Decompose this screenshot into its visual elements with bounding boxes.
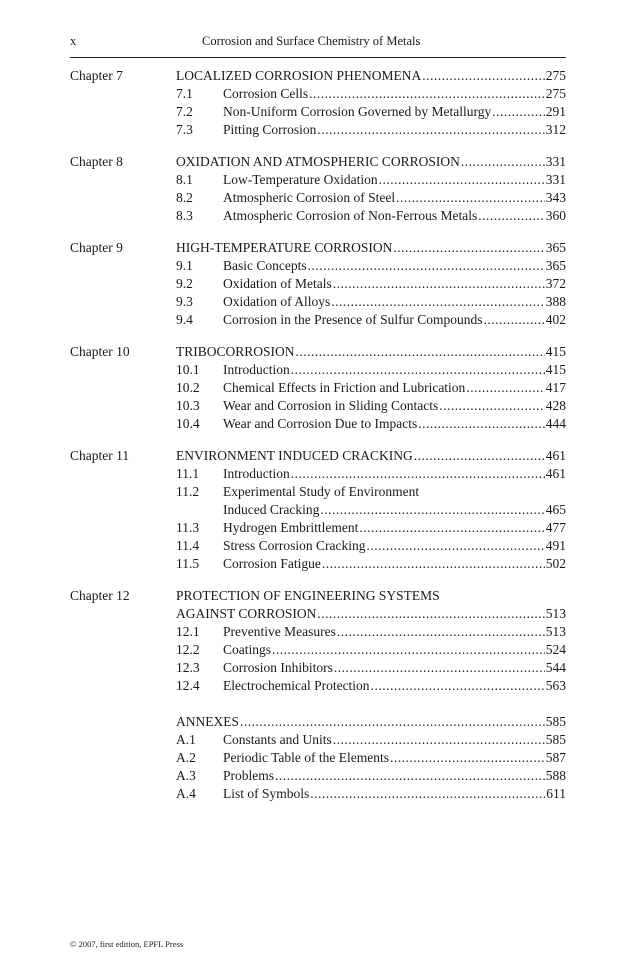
- dot-leader: [317, 121, 544, 139]
- section-number: A.3: [176, 768, 196, 783]
- section-title: Oxidation of Alloys: [223, 294, 331, 309]
- toc-entry: [70, 731, 566, 749]
- toc-entry: [70, 239, 566, 257]
- section-title: Preventive Measures: [223, 624, 336, 639]
- chapter-block: [70, 153, 566, 225]
- section-title: Non-Uniform Corrosion Governed by Metallurgy: [223, 104, 492, 119]
- dot-leader: [240, 713, 545, 731]
- dot-leader: [322, 555, 545, 573]
- section-title: Corrosion Fatigue: [223, 556, 321, 571]
- section-number: 12.2: [176, 642, 200, 657]
- section-number: 11.1: [176, 466, 200, 481]
- dot-leader: [320, 501, 544, 519]
- section-title: Oxidation of Metals: [223, 276, 332, 291]
- toc-entry: [70, 293, 566, 311]
- toc-entry: [70, 379, 566, 397]
- section-title: Introduction: [223, 466, 290, 481]
- page-ref: 415: [545, 362, 566, 377]
- toc-entry: [70, 785, 566, 803]
- page-ref: 402: [545, 312, 566, 327]
- section-title: Stress Corrosion Cracking: [223, 538, 366, 553]
- toc-entry: [70, 519, 566, 537]
- section-title: Chemical Effects in Friction and Lubrication: [223, 380, 466, 395]
- chapter-block: [70, 447, 566, 573]
- page-ref: 275: [545, 86, 566, 101]
- page-ref: 312: [545, 122, 566, 137]
- page-ref: 331: [545, 172, 566, 187]
- dot-leader: [466, 379, 544, 397]
- dot-leader: [396, 189, 545, 207]
- page-ref: 513: [545, 606, 566, 621]
- chapter-title: PROTECTION OF ENGINEERING SYSTEMS: [176, 588, 440, 603]
- chapter-label: Chapter 7: [70, 68, 123, 83]
- chapter-title: ENVIRONMENT INDUCED CRACKING: [176, 448, 413, 463]
- section-number: 12.3: [176, 660, 200, 675]
- section-number: 11.3: [176, 520, 200, 535]
- page-ref: 461: [545, 466, 566, 481]
- page-ref: 502: [545, 556, 566, 571]
- section-number: A.1: [176, 732, 196, 747]
- section-number: 9.1: [176, 258, 193, 273]
- page-ref: 275: [545, 68, 566, 83]
- dot-leader: [492, 103, 545, 121]
- annexes-block: [70, 713, 566, 803]
- chapter-label: Chapter 8: [70, 154, 123, 169]
- page-ref: 331: [545, 154, 566, 169]
- toc-entry: [70, 311, 566, 329]
- section-title: Corrosion Inhibitors: [223, 660, 333, 675]
- section-title: Atmospheric Corrosion of Non-Ferrous Metals: [223, 208, 478, 223]
- page-ref: 587: [545, 750, 566, 765]
- dot-leader: [461, 153, 545, 171]
- chapter-title: AGAINST CORROSION: [176, 606, 317, 621]
- dot-leader: [310, 785, 545, 803]
- chapter-block: [70, 587, 566, 695]
- page-ref: 461: [545, 448, 566, 463]
- page-ref: 365: [545, 240, 566, 255]
- section-title: Coatings: [223, 642, 272, 657]
- toc-entry: [70, 153, 566, 171]
- section-title: Low-Temperature Oxidation: [223, 172, 378, 187]
- section-number: 11.2: [176, 484, 200, 499]
- toc-entry: [70, 537, 566, 555]
- chapter-title: HIGH-TEMPERATURE CORROSION: [176, 240, 393, 255]
- section-title: Introduction: [223, 362, 290, 377]
- toc-entry: [70, 121, 566, 139]
- header-rule: [70, 57, 566, 58]
- running-header: [70, 34, 566, 52]
- dot-leader: [333, 731, 545, 749]
- toc-entry: [70, 397, 566, 415]
- section-title: Electrochemical Protection: [223, 678, 370, 693]
- toc-entry: [70, 605, 566, 623]
- page-ref: 428: [545, 398, 566, 413]
- section-number: 7.3: [176, 122, 193, 137]
- page-ref: 513: [545, 624, 566, 639]
- toc-entry: [70, 623, 566, 641]
- dot-leader: [291, 361, 545, 379]
- toc-entry: [70, 67, 566, 85]
- toc-entry: [70, 275, 566, 293]
- copyright-footer: © 2007, first edition, EPFL Press: [70, 939, 184, 949]
- toc-entry: [70, 713, 566, 731]
- toc-entry: [70, 483, 566, 501]
- section-number: 10.4: [176, 416, 200, 431]
- page-ref: 291: [545, 104, 566, 119]
- dot-leader: [291, 465, 545, 483]
- section-title: Corrosion in the Presence of Sulfur Compounds: [223, 312, 483, 327]
- section-number: 7.2: [176, 104, 193, 119]
- dot-leader: [308, 257, 545, 275]
- page-ref: 588: [545, 768, 566, 783]
- section-number: 9.4: [176, 312, 193, 327]
- dot-leader: [333, 275, 545, 293]
- section-title: Problems: [223, 768, 275, 783]
- dot-leader: [309, 85, 545, 103]
- page-ref: 417: [545, 380, 566, 395]
- page-ref: 444: [545, 416, 566, 431]
- page-ref: 388: [545, 294, 566, 309]
- page-ref: 524: [545, 642, 566, 657]
- page-ref: 360: [545, 208, 566, 223]
- page-ref: 465: [545, 502, 566, 517]
- page-ref: 477: [545, 520, 566, 535]
- toc-entry: [70, 343, 566, 361]
- chapter-title: TRIBOCORROSION: [176, 344, 295, 359]
- dot-leader: [331, 293, 545, 311]
- table-of-contents: [70, 67, 566, 817]
- section-number: 9.3: [176, 294, 193, 309]
- section-title: Hydrogen Embrittlement: [223, 520, 359, 535]
- section-number: 8.1: [176, 172, 193, 187]
- toc-entry: [70, 677, 566, 695]
- section-number: 7.1: [176, 86, 193, 101]
- dot-leader: [371, 677, 545, 695]
- page-ref: 365: [545, 258, 566, 273]
- page-ref: 491: [545, 538, 566, 553]
- section-number: 8.3: [176, 208, 193, 223]
- toc-entry: [70, 415, 566, 433]
- toc-entry: [70, 465, 566, 483]
- section-number: A.4: [176, 786, 196, 801]
- dot-leader: [359, 519, 544, 537]
- dot-leader: [379, 171, 545, 189]
- dot-leader: [422, 67, 545, 85]
- toc-entry: [70, 257, 566, 275]
- section-number: 11.4: [176, 538, 200, 553]
- running-title: Corrosion and Surface Chemistry of Metals: [202, 34, 421, 48]
- toc-entry: [70, 555, 566, 573]
- page-ref: 585: [545, 732, 566, 747]
- dot-leader: [272, 641, 545, 659]
- toc-entry: [70, 171, 566, 189]
- page-ref: 372: [545, 276, 566, 291]
- section-title: Experimental Study of Environment: [223, 484, 420, 499]
- chapter-title: LOCALIZED CORROSION PHENOMENA: [176, 68, 422, 83]
- toc-entry: [70, 659, 566, 677]
- chapter-block: [70, 67, 566, 139]
- dot-leader: [275, 767, 545, 785]
- section-number: 10.1: [176, 362, 200, 377]
- toc-entry: [70, 361, 566, 379]
- dot-leader: [317, 605, 544, 623]
- dot-leader: [390, 749, 545, 767]
- section-title: Wear and Corrosion Due to Impacts: [223, 416, 418, 431]
- chapter-label: Chapter 9: [70, 240, 123, 255]
- page-ref: 415: [545, 344, 566, 359]
- toc-entry: [70, 501, 566, 519]
- section-number: 9.2: [176, 276, 193, 291]
- dot-leader: [483, 311, 544, 329]
- chapter-label: Chapter 10: [70, 344, 130, 359]
- section-title: Wear and Corrosion in Sliding Contacts: [223, 398, 439, 413]
- dot-leader: [337, 623, 545, 641]
- toc-entry: [70, 447, 566, 465]
- dot-leader: [296, 343, 545, 361]
- section-number: 10.2: [176, 380, 200, 395]
- section-number: 10.3: [176, 398, 200, 413]
- chapter-block: [70, 343, 566, 433]
- chapter-label: Chapter 11: [70, 448, 130, 463]
- section-title: List of Symbols: [223, 786, 310, 801]
- section-title: Periodic Table of the Elements: [223, 750, 390, 765]
- toc-entry: [70, 189, 566, 207]
- section-title: Constants and Units: [223, 732, 332, 747]
- toc-entry: [70, 587, 566, 605]
- page-ref: 611: [546, 786, 566, 801]
- dot-leader: [418, 415, 545, 433]
- toc-entry: [70, 767, 566, 785]
- section-title: Pitting Corrosion: [223, 122, 317, 137]
- chapter-title: ANNEXES: [176, 714, 239, 729]
- section-title: Basic Concepts: [223, 258, 307, 273]
- section-number: A.2: [176, 750, 196, 765]
- section-number: 8.2: [176, 190, 193, 205]
- dot-leader: [367, 537, 545, 555]
- toc-entry: [70, 641, 566, 659]
- section-number: 11.5: [176, 556, 200, 571]
- section-title: Atmospheric Corrosion of Steel: [223, 190, 396, 205]
- toc-entry: [70, 207, 566, 225]
- toc-entry: [70, 749, 566, 767]
- section-number: 12.4: [176, 678, 200, 693]
- dot-leader: [393, 239, 544, 257]
- section-title: Induced Cracking: [223, 502, 320, 517]
- dot-leader: [439, 397, 544, 415]
- page-ref: 585: [545, 714, 566, 729]
- page-ref: 544: [545, 660, 566, 675]
- page-ref: 343: [545, 190, 566, 205]
- chapter-title: OXIDATION AND ATMOSPHERIC CORROSION: [176, 154, 460, 169]
- dot-leader: [414, 447, 545, 465]
- section-number: 12.1: [176, 624, 200, 639]
- page-number: x: [70, 34, 77, 48]
- page-ref: 563: [545, 678, 566, 693]
- section-title: Corrosion Cells: [223, 86, 309, 101]
- dot-leader: [478, 207, 545, 225]
- chapter-label: Chapter 12: [70, 588, 130, 603]
- toc-entry: [70, 85, 566, 103]
- toc-entry: [70, 103, 566, 121]
- chapter-block: [70, 239, 566, 329]
- dot-leader: [334, 659, 545, 677]
